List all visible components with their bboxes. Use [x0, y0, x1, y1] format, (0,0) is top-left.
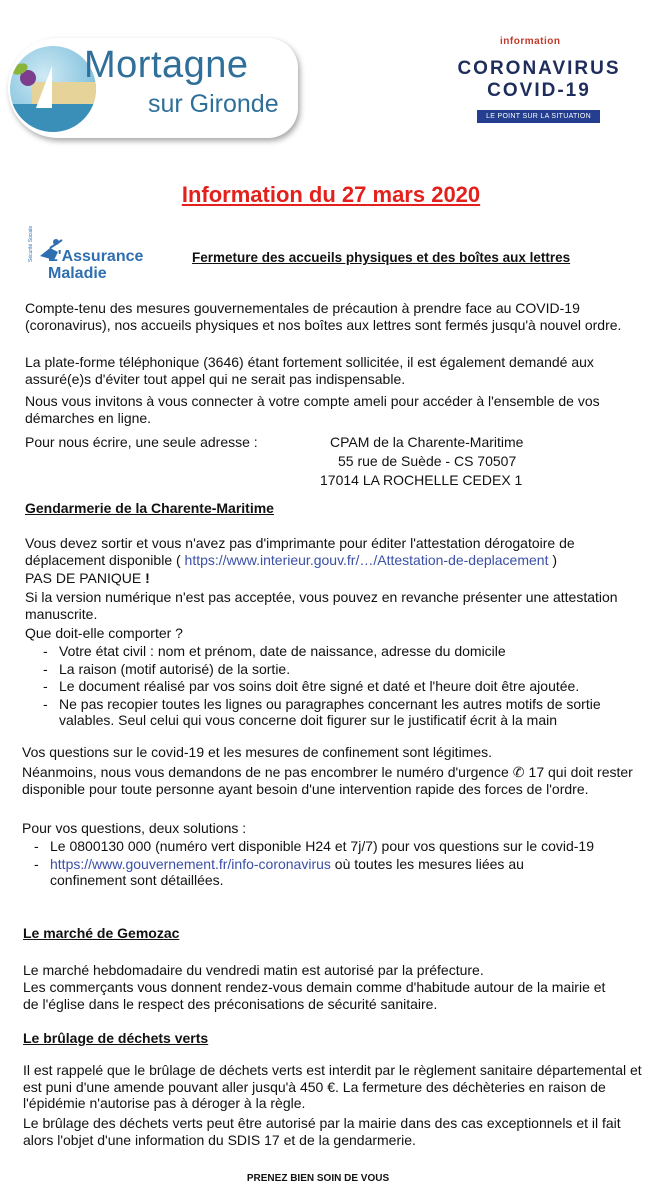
address-label: Pour nous écrire, une seule adresse : [25, 434, 258, 450]
sol2-text: où toutes les mesures liées au confinement sont détaillées. [50, 855, 524, 888]
assurance-para-1: Compte-tenu des mesures gouvernementales de précaution à prendre face au COVID-19 (coronavirus), nos accueils physiques et nos boîtes aux lettres sont fermés jusqu'à nouvel ordre. [25, 300, 622, 333]
brulage-para-1: Il est rappelé que le brûlage de déchets verts est interdit par le règlement sanitaire départemental et est puni d'une amende pouvant aller jusqu'à 450 €. La fermeture des déchèteries en raison de l'épidémie n'autorise pas à déroger à la règle. [23, 1062, 642, 1111]
page-title: Information du 27 mars 2020 [181, 182, 481, 207]
gouvernement-link[interactable]: https://www.gouvernement.fr/info-coronavirus [50, 855, 331, 872]
panic-line [25, 570, 150, 587]
assurance-name-2: Maladie [48, 265, 107, 282]
assurance-para-2: La plate-forme téléphonique (3646) étant fortement sollicitée, il est également demandé aux assuré(e)s d'éviter tout appel qui ne serait pas indispensable. [25, 354, 594, 387]
gendarmerie-para-2: Si la version numérique n'est pas acceptée, vous pouvez en revanche présenter une attestation manuscrite. [25, 589, 618, 622]
address-line-1: CPAM de la Charente-Maritime [330, 434, 524, 450]
panic-text: PAS DE PANIQUE [25, 570, 146, 586]
logo-title: Mortagne [84, 44, 249, 86]
covid-subtitle: COVID-19 [487, 80, 591, 101]
list-item: - Le 0800130 000 (numéro vert disponible H24 et 7j/7) pour vos questions sur le covid-19 [34, 838, 594, 855]
assurance-name: L'Assurance [48, 248, 144, 265]
gendarmerie-line-1: Vous devez sortir et vous n'avez pas d'imprimante pour éditer l'attestation dérogatoire de [25, 535, 575, 551]
gendarmerie-question: Que doit-elle comporter ? [25, 625, 183, 641]
assurance-heading: Fermeture des accueils physiques et des boîtes aux lettres [192, 250, 571, 265]
brulage-para-2: Le brûlage des déchets verts peut être autorisé par la mairie dans des cas exceptionnels et il fait alors l'objet d'une information du SDIS 17 et de la gendarmerie. [23, 1115, 621, 1148]
covid-info-label: information [500, 36, 561, 47]
gendarmerie-line-2 [25, 552, 557, 569]
gendarmerie-para-4 [22, 764, 644, 797]
gendarmerie-heading: Gendarmerie de la Charente-Maritime [25, 500, 274, 516]
emergency-number: 17 [524, 764, 545, 780]
marche-para-1: Le marché hebdomadaire du vendredi matin est autorisé par la préfecture. [23, 962, 484, 978]
solutions-list [34, 838, 594, 889]
address-line-3: 17014 LA ROCHELLE CEDEX 1 [320, 472, 523, 488]
gendarmerie-para-3: Vos questions sur le covid-19 et les mesures de confinement sont légitimes. [22, 744, 493, 760]
gendarmerie-para-5: Pour vos questions, deux solutions : [22, 820, 247, 836]
marche-heading: Le marché de Gemozac [23, 925, 180, 941]
list-item: - La raison (motif autorisé) de la sortie. [43, 661, 649, 678]
gendarmerie-line-2-end: ) [548, 552, 558, 568]
list-item: - Ne pas recopier toutes les lignes ou paragraphes concernant les autres motifs de sortie valables. Seul celui qui vous concerne doit figurer sur le justificatif écrit à la main [43, 696, 649, 729]
mortagne-logo [8, 38, 298, 138]
para-4-text: Néanmoins, nous vous demandons de ne pas encombrer le numéro d'urgence [22, 764, 513, 780]
list-item: - Votre état civil : nom et prénom, date de naissance, adresse du domicile [43, 643, 649, 660]
logo-water [10, 104, 96, 132]
panic-mark: ! [145, 570, 150, 586]
list-item [34, 856, 594, 889]
address-line-2: 55 rue de Suède - CS 70507 [338, 453, 517, 469]
list-item: - Le document réalisé par vos soins doit être signé et daté et l'heure doit être ajoutée. [43, 678, 649, 695]
covid-band: LE POINT SUR LA SITUATION [477, 110, 600, 123]
gendarmerie-line-2-text: déplacement disponible ( [25, 552, 185, 568]
phone-icon: ✆ [512, 764, 525, 780]
sailboat-icon [36, 66, 52, 108]
assurance-small-label: Sécurité Sociale [28, 225, 34, 262]
para-4-end: qui doit rester disponible pour toute personne ayant besoin d'une intervention rapide des forces de l'ordre. [22, 764, 633, 797]
logo-subtitle: sur Gironde [148, 90, 279, 118]
attestation-list [43, 643, 649, 729]
covid-title: CORONAVIRUS [457, 58, 621, 79]
assurance-para-3: Nous vous invitons à vous connecter à votre compte ameli pour accéder à l'ensemble de vos démarches en ligne. [25, 393, 600, 426]
marche-para-2: Les commerçants vous donnent rendez-vous demain comme d'habitude autour de la mairie et de l'église dans le respect des préconisations de sécurité sanitaire. [23, 979, 606, 1012]
footer-message: PRENEZ BIEN SOIN DE VOUS [246, 1173, 390, 1184]
brulage-heading: Le brûlage de déchets verts [23, 1030, 209, 1046]
attestation-link[interactable]: https://www.interieur.gouv.fr/…/Attestation-de-deplacement [184, 552, 549, 568]
